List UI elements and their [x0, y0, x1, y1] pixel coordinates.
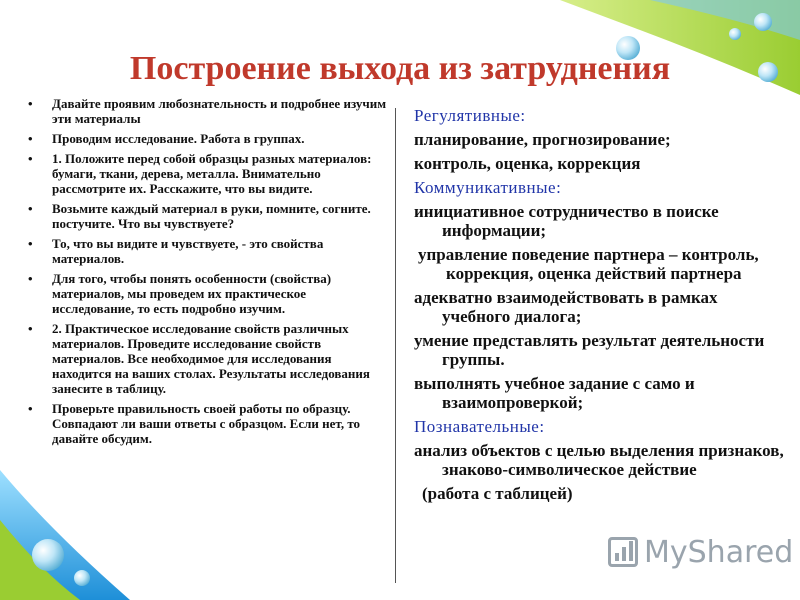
bullet-icon: • — [28, 201, 33, 216]
list-item — [28, 151, 388, 196]
regulative-heading: Регулятивные: — [414, 106, 526, 125]
bullet-icon: • — [28, 401, 33, 416]
list-item-text: 2. Практическое исследование свойств различных материалов. Проведите исследование свойств материалов. Все необходимое для исследования находится на ваших столах. Результаты исследования занесите в таблицу. — [52, 321, 370, 396]
communicative-item: управление поведение партнера – контроль, коррекция, оценка действий партнера — [418, 245, 759, 283]
regulative-item: планирование, прогнозирование; — [414, 130, 671, 149]
list-item — [28, 201, 388, 231]
water-drop — [74, 570, 90, 586]
regulative-item: контроль, оценка, коррекция — [414, 154, 641, 173]
water-drop — [729, 28, 741, 40]
bullet-icon: • — [28, 151, 33, 166]
communicative-item: инициативное сотрудничество в поиске информации; — [414, 202, 719, 240]
watermark — [608, 534, 793, 570]
cognitive-item: анализ объектов с целью выделения признаков, знаково-символическое действие — [414, 441, 784, 479]
list-item-text: 1. Положите перед собой образцы разных материалов: бумаги, ткани, дерева, металла. Внимательно рассмотрите их. Расскажите, что вы видите. — [52, 151, 372, 196]
communicative-heading: Коммуникативные: — [414, 178, 562, 197]
bullet-icon: • — [28, 236, 33, 251]
list-item — [28, 131, 388, 146]
communicative-item: выполнять учебное задание с само и взаимопроверкой; — [414, 374, 695, 412]
list-item-text: Давайте проявим любознательность и подробнее изучим эти материалы — [52, 96, 387, 126]
competencies-column — [414, 106, 784, 508]
list-item — [28, 96, 388, 126]
list-item — [28, 401, 388, 446]
bullet-icon: • — [28, 321, 33, 336]
watermark-text: MyShared — [644, 534, 794, 570]
water-drop — [32, 539, 64, 571]
list-item — [28, 271, 388, 316]
cognitive-heading: Познавательные: — [414, 417, 545, 436]
water-drop — [754, 13, 772, 31]
bullet-icon: • — [28, 131, 33, 146]
left-bullet-list — [28, 96, 388, 451]
cognitive-item: (работа с таблицей) — [422, 484, 573, 503]
list-item — [28, 236, 388, 266]
list-item-text: То, что вы видите и чувствуете, - это свойства материалов. — [52, 236, 324, 266]
list-item-text: Для того, чтобы понять особенности (свойства) материалов, мы проведем их практическое исследование, то есть подробно изучим. — [52, 271, 332, 316]
list-item-text: Проводим исследование. Работа в группах. — [52, 131, 305, 146]
list-item-text: Возьмите каждый материал в руки, помните, согните. постучите. Что вы чувствуете? — [52, 201, 371, 231]
list-item-text: Проверьте правильность своей работы по образцу. Совпадают ли ваши ответы с образцом. Если нет, то давайте обсудим. — [52, 401, 361, 446]
bullet-icon: • — [28, 271, 33, 286]
bullet-icon: • — [28, 96, 33, 111]
communicative-item: умение представлять результат деятельности группы. — [414, 331, 765, 369]
bar-chart-icon — [608, 537, 638, 567]
communicative-item: адекватно взаимодействовать в рамках учебного диалога; — [414, 288, 718, 326]
column-divider — [395, 108, 396, 583]
slide-title: Построение выхода из затруднения — [129, 50, 671, 87]
list-item — [28, 321, 388, 396]
